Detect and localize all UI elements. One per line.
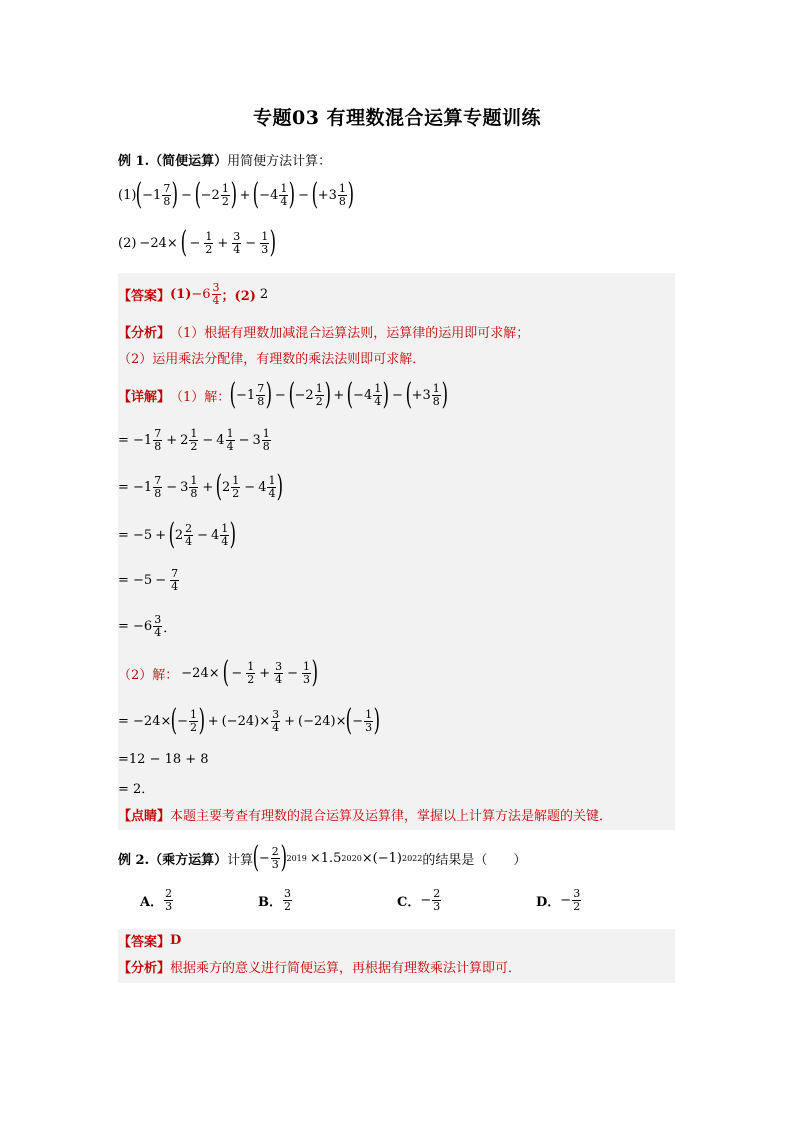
expression: −24× ( − $\frac{1}{2}$ + $\frac{3}{4}$ − $\frac{1}{3}$ ) [139,225,277,260]
step-2: = −1 $\frac{7}{8}$ − 3 $\frac{1}{8}$ + ( 2 $\frac{1}{2}$ − 4 $\frac{1}{4}$ ) [118,469,284,504]
answer-line-2: 【答案】 D [118,933,182,950]
analysis-line-1: 【分析】 （1）根据有理数加减混合运算法则，运算律的运用即可求解； [118,326,530,341]
example-1-question-1: (1) ( −1 $\frac{7}{8}$ ) − ( −2 $\frac{1}{2}$ ) + ( −4 $\frac{1}{4}$ ) − ( +3 $\frac{1}{8}$ ) [118,177,354,212]
step-3: = −5 + ( 2 $\frac{2}{4}$ − 4 $\frac{1}{4}$ ) [118,517,237,552]
expression: ( −1 $\frac{7}{8}$ ) − ( −2 $\frac{1}{2}$ ) + ( −4 $\frac{1}{4}$ ) − ( +3 $\frac{1}{8}$ ) [136,177,354,212]
step-1: = −1 $\frac{7}{8}$ + 2 $\frac{1}{2}$ − 4 $\frac{1}{4}$ − 3 $\frac{1}{8}$ [118,427,270,453]
step-7: =12 − 18 + 8 [118,752,209,767]
example-2-heading: 例 2. （乘方运算） 计算 ( − $\frac{2}{3}$ ) 2019 ×1.5 2020 ×(−1) 2022 的结果是（ ） [118,840,527,875]
analysis-line-ex2: 【分析】 根据乘方的意义进行简便运算，再根据有理数乘法计算即可． [118,961,522,976]
example-1-heading: 例 1. （简便运算） 用简便方法计算： [118,154,332,169]
detail-part-2: （2）解： −24× ( − $\frac{1}{2}$ + $\frac{3}{4}$ − $\frac{1}{3}$ ) [118,655,319,690]
step-4: = −5 − $\frac{7}{4}$ [118,567,179,593]
option-a: A． $\frac{2}{3}$ [140,887,173,913]
option-b: B． $\frac{3}{2}$ [258,887,291,913]
step-5: = −6 $\frac{3}{4}$ ． [118,613,177,639]
example-1-question-2: (2) −24× ( − $\frac{1}{2}$ + $\frac{3}{4}$ − $\frac{1}{3}$ ) [118,225,277,260]
option-c: C． − $\frac{2}{3}$ [397,887,441,913]
step-8: = 2． [118,782,155,797]
detail-part-1: 【详解】 （1）解： ( −1 $\frac{7}{8}$ ) − ( −2 $\frac{1}{2}$ ) + ( −4 $\frac{1}{4}$ ) − ( +3 $\frac{1}{8}$ ) [118,377,448,412]
analysis-line-2: （2）运用乘法分配律，有理数的乘法法则即可求解． [118,352,426,367]
step-6: = −24× ( − $\frac{1}{2}$ ) + (−24)× $\frac{3}{4}$ + (−24)× ( − $\frac{1}{3}$ ) [118,703,381,738]
comment-line: 【点睛】 本题主要考查有理数的混合运算及运算律，掌握以上计算方法是解题的关键． [118,809,613,824]
answer-line: 【答案】 (1) −6 $\frac{3}{4}$ ；(2) 2 [118,281,269,307]
option-d: D． − $\frac{3}{2}$ [536,887,581,913]
page-title: 专题03 有理数混合运算专题训练 [252,107,542,129]
